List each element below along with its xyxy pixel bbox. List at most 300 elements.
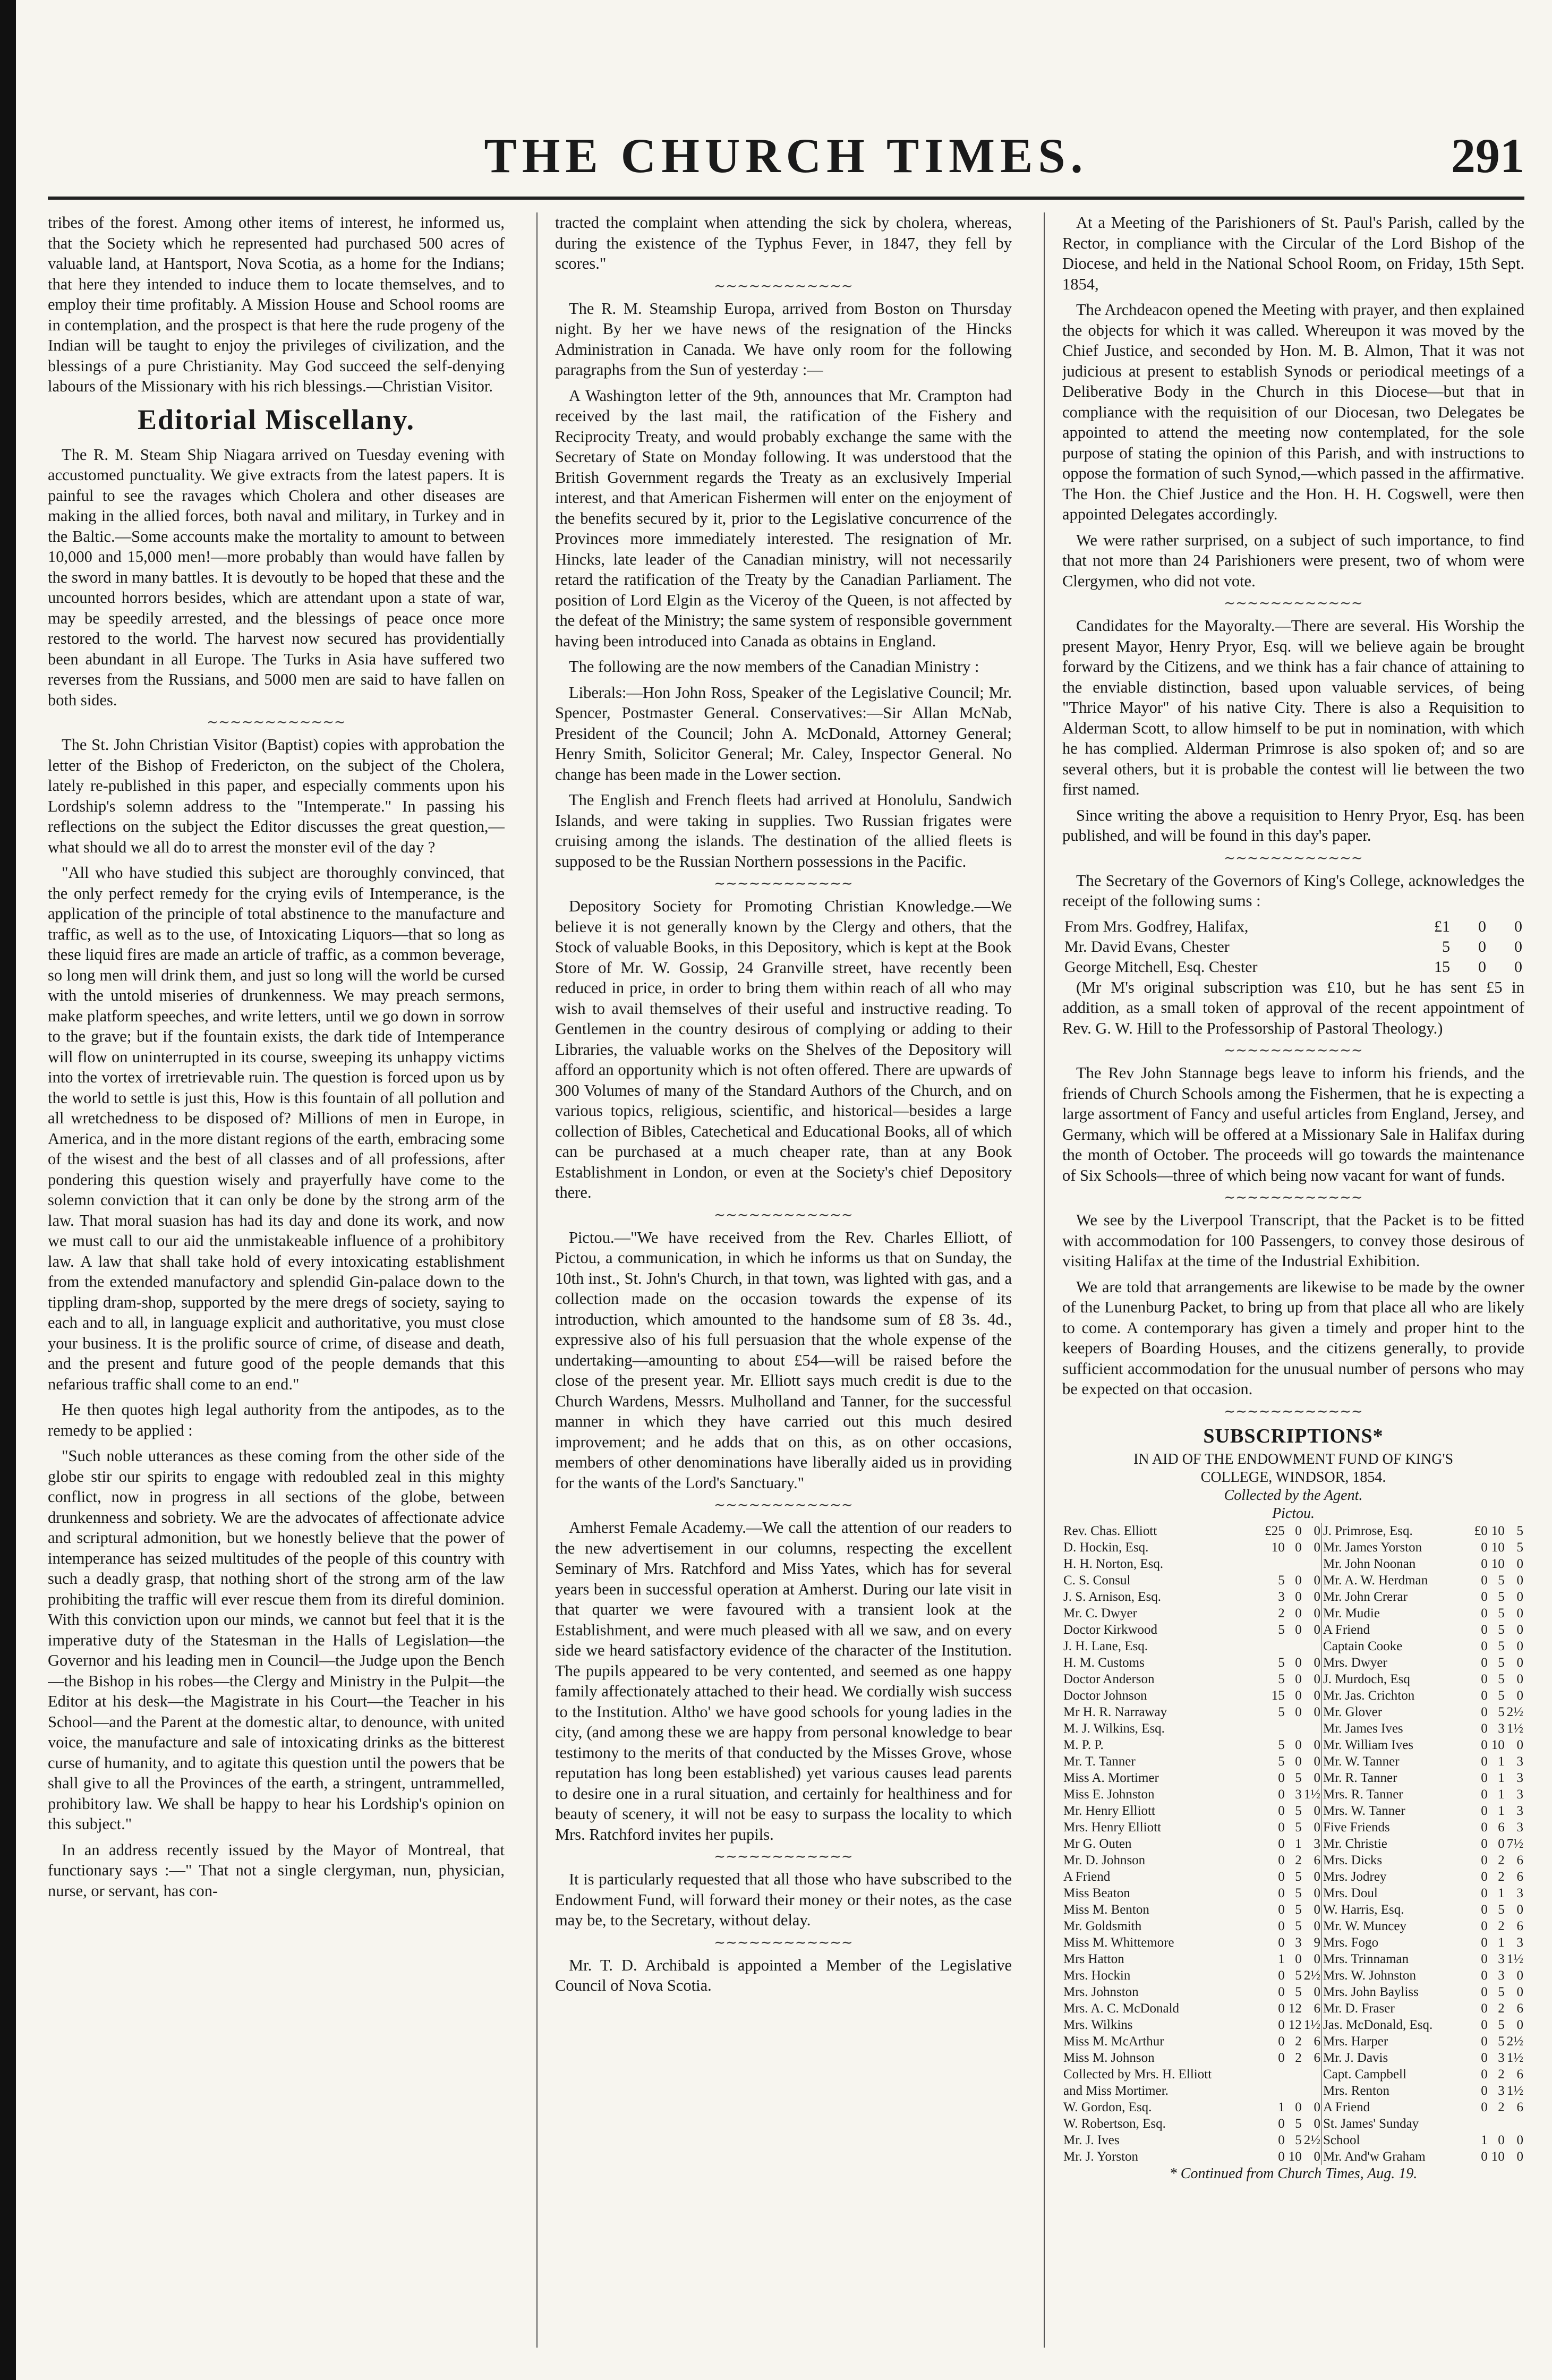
subscriber-name: Mr. John Noonan (1323, 1556, 1416, 1571)
subscriber-name: J. Murdoch, Esq (1323, 1671, 1410, 1686)
subscription-amount: 1½ (1506, 1721, 1523, 1736)
subscriber-name: Mr. D. Fraser (1323, 2001, 1395, 2016)
separator-ornament: ∼∼∼∼∼∼∼∼∼∼∼∼ (1224, 1403, 1363, 1419)
subscription-row (1062, 2083, 1524, 2099)
subscription-amount (1264, 2066, 1286, 2083)
subscriber-name: Doctor Anderson (1063, 1671, 1155, 1686)
subscription-amount: 0 (1295, 1540, 1302, 1555)
subscription-amount: 6 (1303, 2033, 1322, 2050)
subscription-amount: 2 (1278, 1606, 1285, 1620)
subscriber-name: A Friend (1323, 2100, 1370, 2114)
subscription-amount (1303, 1720, 1322, 1737)
article-endowment-request: It is particularly requested that all those who have subscribed to the Endowment Fund, will forward their money or their notes, as the case may be, to the Secretary, without delay. (555, 1870, 1012, 1929)
subscription-amount: 0 (1303, 1654, 1322, 1671)
subscription-row (1062, 2148, 1524, 2165)
subscriptions-heading: SUBSCRIPTIONS* (1203, 1424, 1384, 1447)
subscription-amount: 0 (1481, 1787, 1488, 1802)
subscription-row (1062, 1951, 1524, 1967)
separator-ornament: ∼∼∼∼∼∼∼∼∼∼∼∼ (714, 1207, 853, 1223)
article-pryor-requisition: Since writing the above a requisition to Henry Pryor, Esq. has been published, and will be found in this day's paper. (1062, 806, 1524, 844)
subscriber-name: Mrs. Dicks (1323, 1853, 1383, 1867)
subscriber-name: Miss A. Mortimer (1063, 1770, 1159, 1785)
donor-name: Mr. David Evans, Chester (1064, 937, 1230, 956)
subscription-amount: 0 (1295, 1573, 1302, 1588)
subscription-amount: 0 (1278, 1886, 1285, 1900)
subscription-amount: 0 (1516, 1589, 1523, 1604)
subscriber-name: Mrs Hatton (1063, 1951, 1124, 1966)
subscription-row (1062, 1654, 1524, 1671)
subscription-amount: 3 (1498, 1721, 1505, 1736)
subscription-amount: 2 (1498, 2100, 1505, 2114)
subscriber-name: Mr. John Crerar (1323, 1589, 1408, 1604)
subscription-amount: 0 (1481, 2050, 1488, 2065)
subscription-amount: 5 (1498, 2034, 1505, 2049)
subscription-amount: 5 (1278, 1655, 1285, 1670)
subscription-amount: 5 (1278, 1737, 1285, 1752)
subscription-amount: 0 (1481, 1902, 1488, 1917)
subscriber-name: Mrs. Doul (1323, 1886, 1378, 1900)
donation-row (1062, 917, 1524, 937)
quote-noble-utterances: "Such noble utterances as these coming from the other side of the globe stir our spirits to engage with redoubled zeal in this mighty conflict, now in progress in all sections of the globe, between drunkenness and sobriety. We are the advocates of affectionate advice and scriptural admonition, but we honestly believe that the power of intemperance has seized multitudes of the people of this country with such a deadly grasp, that nothing short of the strong arm of the law prohibiting the traffic will ever rescue them from its direful dominion. With this conviction upon our minds, we cannot but feel that it is the imperative duty of the Statesman in the Halls of Legislation—the Governor and his leading men in Council—the Judge upon the Bench—the Bishop in his robes—the Clergy and Ministry in the Pulpit—the Editor at his desk—the Magistrate in his Court—the Teacher in his School—and the Parent at the domestic altar, to denounce, with united voice, the manufacture and sale of intoxicating drinks as the bitterest curse of humanity, and to agitate this question until the powers that be shall give to all the Provinces of the earth, a stringent, untrammelled, prohibitory law. We shall be happy to hear his Lordship's opinion on this subject." (48, 1447, 505, 1833)
subscription-amount: 0 (1278, 1935, 1285, 1950)
subscriber-name: H. H. Norton, Esq. (1063, 1556, 1164, 1571)
subscriber-name: D. Hockin, Esq. (1063, 1540, 1149, 1555)
subscription-amount: 0 (1303, 1523, 1322, 1539)
subscription-amount: 5 (1278, 1704, 1285, 1719)
subscription-amount (1286, 1638, 1303, 1654)
subscription-amount: 0 (1303, 1687, 1322, 1704)
subscription-amount: 0 (1481, 1770, 1488, 1785)
subscription-amount: 0 (1516, 1688, 1523, 1703)
subscriber-name: Rev. Chas. Elliott (1063, 1523, 1157, 1538)
column-1 (48, 212, 505, 2337)
separator-ornament: ∼∼∼∼∼∼∼∼∼∼∼∼ (1224, 1043, 1363, 1058)
subscription-amount: 0 (1481, 1836, 1488, 1851)
subscriber-name: Collected by Mrs. H. Elliott (1063, 2067, 1212, 2082)
subscription-amount: 5 (1498, 1622, 1505, 1637)
subscription-amount: 2 (1498, 1853, 1505, 1867)
subscriber-name: Captain Cooke (1323, 1639, 1403, 1653)
subscription-amount: 0 (1303, 1869, 1322, 1885)
donation-amount: 0 (1478, 917, 1486, 935)
article-archdeacon-meeting: The Archdeacon opened the Meeting with prayer, and then explained the objects for which it was called. Whereupon it was moved by the Chief Justice, and seconded by Hon. M. B. Almon, That it was not judicious at present to establish Synods or periodical meetings of a Deliberative Body in the Church in this Diocese—but that in compliance with the requisition of our Diocesan, two Delegates be appointed to attend the meeting now contemplated, for the sole purpose of stating the opinion of this Parish, and with instructions to oppose the formation of such Synod,—which passed in the affirmative. The Hon. the Chief Justice and the Hon. H. H. Cogswell, were then appointed Delegates accordingly. (1062, 301, 1524, 523)
subscription-row (1062, 1901, 1524, 1918)
subscription-amount: 0 (1516, 1968, 1523, 1983)
subscription-amount (1286, 1556, 1303, 1572)
subscription-amount: 2 (1498, 2067, 1505, 2082)
subscription-amount: 0 (1295, 1737, 1302, 1752)
article-archibald: Mr. T. D. Archibald is appointed a Member of the Legislative Council of Nova Scotia. (555, 1956, 1012, 1994)
subscription-amount: 3 (1498, 2050, 1505, 2065)
subscription-amount: 5 (1516, 1540, 1523, 1555)
subscription-amount: 0 (1295, 1951, 1302, 1966)
subscription-amount: 0 (1278, 1984, 1285, 1999)
article-liverpool-packet: We see by the Liverpool Transcript, that the Packet is to be fitted with accommodation for 100 Passengers, to convey those desirous of visiting Halifax at the time of the Industrial Exhibition. (1062, 1211, 1524, 1270)
subscription-amount (1303, 2083, 1322, 2099)
subscription-amount: 1 (1498, 1770, 1505, 1785)
subscriber-name: Miss E. Johnston (1063, 1787, 1155, 1802)
subscription-amount: 0 (1481, 1869, 1488, 1884)
separator-ornament: ∼∼∼∼∼∼∼∼∼∼∼∼ (714, 1934, 853, 1950)
subscription-amount (1286, 2083, 1303, 2099)
subscription-amount: 0 (1481, 1622, 1488, 1637)
subscription-amount: 3 (1498, 1951, 1505, 1966)
subscriber-name: Mr. J. Yorston (1063, 2149, 1139, 2164)
subscriber-name: Mrs. W. Tanner (1323, 1803, 1405, 1818)
subscription-row (1062, 1852, 1524, 1869)
donation-row (1062, 937, 1524, 957)
separator-ornament: ∼∼∼∼∼∼∼∼∼∼∼∼ (714, 1497, 853, 1513)
subscription-amount: 0 (1278, 2132, 1285, 2147)
subscriber-name: Mr. C. Dwyer (1063, 1606, 1137, 1620)
subscription-amount: 0 (1516, 1622, 1523, 1637)
subscriber-name: Mrs. Henry Elliott (1063, 1820, 1162, 1835)
subscriber-name: Miss M. Johnson (1063, 2050, 1155, 2065)
subscription-amount: 1½ (1506, 1951, 1523, 1966)
separator-ornament: ∼∼∼∼∼∼∼∼∼∼∼∼ (1224, 1190, 1363, 1205)
subscription-amount: 10 (1491, 1556, 1505, 1571)
subscription-amount: 0 (1481, 1556, 1488, 1571)
subscription-amount: 5 (1295, 1770, 1302, 1785)
subscriber-name: Capt. Campbell (1323, 2067, 1406, 2082)
subscription-amount: 0 (1481, 1984, 1488, 1999)
separator-ornament: ∼∼∼∼∼∼∼∼∼∼∼∼ (714, 876, 853, 891)
subscription-amount: 5 (1498, 1589, 1505, 1604)
subscription-amount: 0 (1516, 1902, 1523, 1917)
subscriber-name: Miss M. McArthur (1063, 2034, 1164, 2049)
subscriber-name: Mr. Mudie (1323, 1606, 1380, 1620)
subscription-amount: 5 (1516, 1523, 1523, 1538)
subscriber-name: J. H. Lane, Esq. (1063, 1639, 1148, 1653)
subscription-amount: 3 (1498, 2083, 1505, 2098)
subscription-amount: 5 (1498, 2017, 1505, 2032)
subscription-amount: 0 (1278, 2116, 1285, 2131)
subscription-amount (1286, 2066, 1303, 2083)
subscription-amount: 5 (1295, 1902, 1302, 1917)
subscription-amount: 0 (1481, 1968, 1488, 1983)
subscriber-name: Mr. T. Tanner (1063, 1754, 1136, 1769)
subscription-amount: 2 (1498, 1869, 1505, 1884)
subscription-amount: 0 (1278, 1918, 1285, 1933)
subscriber-name: Mr. James Yorston (1323, 1540, 1422, 1555)
subscription-row (1062, 1572, 1524, 1589)
subscription-amount: 2 (1295, 1853, 1302, 1867)
subscription-amount: 0 (1303, 1539, 1322, 1556)
subscriber-name: School (1323, 2132, 1360, 2147)
subscription-amount: 3 (1516, 1886, 1523, 1900)
subscription-amount: 0 (1295, 1589, 1302, 1604)
subscription-amount: 0 (1481, 1803, 1488, 1818)
subscription-amount: 6 (1516, 1853, 1523, 1867)
subscriber-name: J. S. Arnison, Esq. (1063, 1589, 1162, 1604)
subscription-row (1062, 1539, 1524, 1556)
subscription-amount: 0 (1278, 1803, 1285, 1818)
subscriber-name: Jas. McDonald, Esq. (1323, 2017, 1433, 2032)
subscription-amount: 0 (1295, 1688, 1302, 1703)
subscriber-name: Mr. Henry Elliott (1063, 1803, 1155, 1818)
subscription-row (1062, 1885, 1524, 1901)
subscription-amount: 0 (1481, 1754, 1488, 1769)
article-legal-authority: He then quotes high legal authority from the antipodes, as to the remedy to be applied : (48, 1401, 505, 1439)
subscriber-name: Mrs. Harper (1323, 2034, 1388, 2049)
subscription-amount: 6 (1303, 2050, 1322, 2066)
subscription-row (1062, 1622, 1524, 1638)
separator-ornament: ∼∼∼∼∼∼∼∼∼∼∼∼ (207, 714, 346, 730)
subscriber-name: Mr. And'w Graham (1323, 2149, 1426, 2164)
masthead (48, 127, 1524, 186)
subscription-amount: 0 (1303, 1885, 1322, 1901)
article-lunenburg-packet: We are told that arrangements are likewise to be made by the owner of the Lunenburg Packet, to bring up from that place all who are likely to come. A contemporary has given a timely and proper hint to the keepers of Boarding Houses, and the citizens generally, to provide sufficient accommodation for the unusual number of persons who may be expected on that occasion. (1062, 1277, 1524, 1398)
subscriber-name: J. Primrose, Esq. (1323, 1523, 1413, 1538)
subscription-amount: 5 (1295, 1968, 1302, 1983)
page-number: 291 (1451, 129, 1524, 183)
subscription-amount: 9 (1303, 1934, 1322, 1951)
subscription-amount: 1 (1498, 1754, 1505, 1769)
subscription-amount: 0 (1303, 1753, 1322, 1770)
subscription-amount: 3 (1516, 1803, 1523, 1818)
subscription-amount: 0 (1481, 1573, 1488, 1588)
subscriber-name: Mrs. Dwyer (1323, 1655, 1387, 1670)
subscriber-name: Doctor Johnson (1063, 1688, 1147, 1703)
subscription-amount: 0 (1516, 2132, 1523, 2147)
subscriber-name: Mrs. Johnston (1063, 1984, 1139, 1999)
subscriber-name: Mrs. Trinnaman (1323, 1951, 1409, 1966)
subscriber-name: Mr. Goldsmith (1063, 1918, 1142, 1933)
article-washington-letter: A Washington letter of the 9th, announces that Mr. Crampton had received by the last mail, the ratification of the Fishery and Reciprocity Treaty, and would probably exchange the same with the Secretary of State on Monday following. It was understood that the British Government regards the Treaty as an exclusively Imperial interest, and that American Fishermen will enter on the enjoyment of the benefits secured by it, prior to the Legislative concurrence of the Provinces more immediately interested. The resignation of Mr. Hincks, late leader of the Canadian ministry, will not necessarily retard the ratification of the Treaty by the Canadian Parliament. The position of Lord Elgin as the Viceroy of the Queen, is not affected by the defeat of the Ministry; the same system of responsible government having been introduced into Canada as obtains in England. (555, 386, 1012, 650)
subscription-row (1062, 1934, 1524, 1951)
subscription-amount: 0 (1278, 1853, 1285, 1867)
subscription-row (1062, 1753, 1524, 1770)
subscription-amount: 0 (1516, 2149, 1523, 2164)
subscription-amount: 6 (1303, 2000, 1322, 2017)
subscription-row (1062, 1918, 1524, 1934)
subscription-amount: 0 (1278, 2050, 1285, 2065)
subscriber-name: H. M. Customs (1063, 1655, 1145, 1670)
subscription-amount: 1½ (1506, 2050, 1523, 2065)
subscription-amount: 0 (1481, 2034, 1488, 2049)
subscription-amount: 5 (1295, 1918, 1302, 1933)
subscription-amount: 6 (1516, 1918, 1523, 1933)
subscription-amount: 0 (1516, 1737, 1523, 1752)
subscription-amount: 1 (1498, 1935, 1505, 1950)
subscription-amount: 5 (1498, 1655, 1505, 1670)
subscription-amount: 3 (1516, 1787, 1523, 1802)
subscription-row (1062, 1869, 1524, 1885)
subscriber-name: Miss M. Whittemore (1063, 1935, 1174, 1950)
subscription-amount: 0 (1481, 1639, 1488, 1653)
subscription-amount: 3 (1295, 1935, 1302, 1950)
subscription-amount: 0 (1303, 1803, 1322, 1819)
subscription-amount: 12 (1288, 2001, 1302, 2016)
subscriber-name: and Miss Mortimer. (1063, 2083, 1169, 2098)
subscription-amount: 0 (1481, 1853, 1488, 1867)
subscriber-name: Mrs. John Bayliss (1323, 1984, 1419, 1999)
section-heading: Editorial Miscellany. (138, 403, 415, 436)
subscriptions-subheading: IN AID OF THE ENDOWMENT FUND OF KING'S (1133, 1451, 1454, 1468)
subscription-amount: 5 (1295, 1820, 1302, 1835)
subscription-amount: 2 (1295, 2050, 1302, 2065)
column-2 (555, 212, 1012, 2337)
subscription-amount: 0 (1481, 1951, 1488, 1966)
subscription-amount: 10 (1491, 1523, 1505, 1538)
subscription-amount: 0 (1481, 1606, 1488, 1620)
subscription-row (1062, 2115, 1524, 2132)
subscription-amount: 0 (1481, 1671, 1488, 1686)
article-mayoralty: Candidates for the Mayoralty.—There are several. His Worship the present Mayor, Henry Pryor, Esq. will we believe again be brought forward by the Citizens, and we think has a fair chance of attaining to the enviable distinction, based upon valuable services, of being "Thrice Mayor" of his native City. There is also a Requisition to Alderman Scott, to allow himself to be put in nomination, with which he has complied. Alderman Primrose is also spoken of; and so are several others, but it is probable the contest will lie between the two first named. (1062, 617, 1524, 798)
subscription-amount: 0 (1516, 2017, 1523, 2032)
subscription-row (1062, 1836, 1524, 1852)
subscription-amount: 2½ (1506, 2034, 1523, 2049)
subscription-amount: 2½ (1506, 1704, 1523, 1719)
subscription-amount: 1 (1278, 1951, 1285, 1966)
subscription-amount: 0 (1481, 1655, 1488, 1670)
subscription-amount: 0 (1498, 1836, 1505, 1851)
subscription-amount: 2 (1295, 2034, 1302, 2049)
subscription-amount: 3 (1516, 1770, 1523, 1785)
subscription-amount: 1 (1498, 1787, 1505, 1802)
subscriber-name: St. James' Sunday (1323, 2116, 1419, 2131)
subscription-row (1062, 1589, 1524, 1605)
article-fleets: The English and French fleets had arrived at Honolulu, Sandwich Islands, and were taking in supplies. Two Russian frigates were cruising among the islands. The destination of the allied fleets is supposed to be the Russian Northern possessions in the Pacific. (555, 791, 1012, 871)
subscription-amount: 0 (1481, 2100, 1488, 2114)
subscription-amount: 5 (1498, 1704, 1505, 1719)
subscriber-name: Mr. J. Ives (1063, 2132, 1120, 2147)
subscription-amount: 0 (1303, 1671, 1322, 1687)
column-3 (1062, 212, 1524, 2337)
subscription-amount: 2 (1498, 1918, 1505, 1933)
subscriber-name: Mr. D. Johnson (1063, 1853, 1146, 1867)
subscriber-name: M. J. Wilkins, Esq. (1063, 1721, 1165, 1736)
subscription-amount: 0 (1303, 1622, 1322, 1638)
subscriber-name: Mr. W. Tanner (1323, 1754, 1400, 1769)
donation-amount: 0 (1478, 958, 1486, 976)
subscription-amount: 15 (1271, 1688, 1285, 1703)
subscription-amount: 0 (1303, 2148, 1322, 2165)
article-europa-news: The R. M. Steamship Europa, arrived from Boston on Thursday night. By her we have news of the resignation of the Hincks Administration in Canada. We have only room for the following paragraphs from the Sun of yesterday :— (555, 299, 1012, 379)
subscription-amount: 5 (1498, 1671, 1505, 1686)
subscription-row (1062, 1819, 1524, 1836)
subscriber-name: Five Friends (1323, 1820, 1390, 1835)
subscription-row (1062, 1770, 1524, 1786)
subscription-amount (1303, 2066, 1322, 2083)
subscription-amount: 0 (1303, 2115, 1322, 2132)
subscription-amount: 0 (1303, 1984, 1322, 2000)
subscription-row (1062, 2099, 1524, 2115)
subscription-amount: £0 (1474, 1523, 1488, 1538)
subscription-amount: 0 (1303, 1704, 1322, 1720)
subscription-amount: 0 (1295, 1754, 1302, 1769)
article-christian-visitor: The St. John Christian Visitor (Baptist) copies with approbation the letter of the Bishop of Fredericton, on the subject of the Cholera, lately re-published in this paper, and especially comments upon his Lordship's solemn address to the "Intemperate." In passing his reflections on the subject the Editor discusses the great question,—what should we all do to arrest the monster evil of the day ? (48, 736, 505, 856)
donation-row (1062, 957, 1524, 977)
subscriber-name: Mr. W. Muncey (1323, 1918, 1406, 1933)
subscription-amount: 0 (1516, 1671, 1523, 1686)
subscription-amount: 10 (1491, 1737, 1505, 1752)
masthead-rule (48, 197, 1524, 200)
article-niagara-news: The R. M. Steam Ship Niagara arrived on Tuesday evening with accustomed punctuality. We give extracts from the latest papers. It is painful to see the ravages which Cholera and other diseases are making in the allied forces, both naval and military, in Turkey and in the Baltic.—Some accounts make the mortality to amount to between 10,000 and 15,000 men!—more probably than would have fallen by the sword in many battles. It is devoutly to be hoped that these and the uncounted horrors besides, which are attendant upon a state of war, may be speedily arrested, and the blessings of peace once more restored to the world. The harvest now secured has providentially been abundant in all Europe. The Turks in Asia have suffered two reverses from the Russians, and 5000 men are said to have fallen on both sides. (48, 445, 505, 709)
article-depository-society: Depository Society for Promoting Christian Knowledge.—We believe it is not generally known by the Clergy and others, that the Stock of valuable Books, in this Depository, which is kept at the Book Store of Mr. W. Gossip, 24 Granville street, have recently been reduced in price, in order to bring them within reach of all who may wish to avail themselves of their useful and instructive reading. To Gentlemen in the country desirous of complying or adding to their Libraries, the valuable works on the Shelves of the Depository will afford an opportunity which is not often offered. There are upwards of 300 Volumes of many of the Standard Authors of the Church, and on various topics, religious, scientific, and historical—besides a large collection of Bibles, Catechetical and Educational Books, all of which can be purchased at a much cheaper rate, than at any Book Establishment in London, or even at the Society's chief Depository there. (555, 897, 1012, 1201)
subscriber-name: Mr. William Ives (1323, 1737, 1414, 1752)
subscription-amount (1264, 1638, 1286, 1654)
subscription-amount: 3 (1516, 1820, 1523, 1835)
subscription-amount: 2½ (1303, 1967, 1322, 1984)
subscriber-name: Mr G. Outen (1063, 1836, 1132, 1851)
subscriptions-table (1062, 1523, 1524, 2165)
subscription-row (1062, 1671, 1524, 1687)
subscription-amount: 5 (1295, 1886, 1302, 1900)
subscription-amount: 5 (1498, 1573, 1505, 1588)
subscription-row (1062, 1638, 1524, 1654)
subscription-amount: 10 (1271, 1540, 1285, 1555)
donor-name: George Mitchell, Esq. Chester (1064, 958, 1258, 976)
subscription-amount: 5 (1295, 1869, 1302, 1884)
subscription-amount: 5 (1278, 1622, 1285, 1637)
subscriber-name: Miss M. Benton (1063, 1902, 1149, 1917)
subscription-amount: 0 (1295, 1622, 1302, 1637)
article-indian-mission: tribes of the forest. Among other items of interest, he informed us, that the Society which he represented had purchased 500 acres of valuable land, at Hantsport, Nova Scotia, as a home for the Indians; that here they intended to induce them to locate themselves, and to employ their time profitably. A Mission House and School rooms are in contemplation, and the prospect is that here the rude progeny of the Indian will be taught to enjoy the privileges of civilization, and the blessings of a pure Christianity. May God succeed the self-denying labours of the Missionary with his rich blessings.—Christian Visitor. (48, 214, 505, 395)
subscription-amount: 0 (1278, 2149, 1285, 2164)
subscription-amount: 6 (1303, 1852, 1322, 1869)
subscription-amount: 0 (1278, 1820, 1285, 1835)
subscription-amount: 10 (1491, 2149, 1505, 2164)
subscriber-name: Miss Beaton (1063, 1886, 1130, 1900)
donor-name: From Mrs. Godfrey, Halifax, (1064, 917, 1249, 935)
subscription-amount: 0 (1303, 1951, 1322, 1967)
subscription-amount: 0 (1278, 1770, 1285, 1785)
subscriber-name: M. P. P. (1063, 1737, 1104, 1752)
page-margin-bar (0, 0, 16, 2380)
subscription-amount: 3 (1303, 1836, 1322, 1852)
subscription-amount (1303, 1556, 1322, 1572)
subscription-amount: 0 (1516, 1556, 1523, 1571)
subscriptions-subheading: COLLEGE, WINDSOR, 1854. (1200, 1469, 1386, 1486)
subscription-amount: 0 (1295, 1606, 1302, 1620)
subscriber-name: Mrs. Renton (1323, 2083, 1389, 2098)
subscription-amount: 0 (1481, 1918, 1488, 1933)
column-divider (536, 212, 538, 2348)
subscription-amount: 5 (1498, 1688, 1505, 1703)
donation-amount: 0 (1478, 937, 1486, 956)
donation-amount: £1 (1434, 917, 1450, 935)
subscription-amount (1264, 1556, 1286, 1572)
subscription-row (1062, 1605, 1524, 1622)
donation-amount: 0 (1514, 958, 1522, 976)
subscription-row (1062, 1737, 1524, 1753)
subscription-amount: 1 (1481, 2132, 1488, 2147)
subscriber-name: W. Robertson, Esq. (1063, 2116, 1166, 2131)
subscription-amount: 0 (1481, 2149, 1488, 2164)
subscription-amount: 0 (1295, 1655, 1302, 1670)
subscription-amount (1506, 2115, 1524, 2132)
subscription-row (1062, 2050, 1524, 2066)
subscriber-name: W. Gordon, Esq. (1063, 2100, 1152, 2114)
subscription-amount: 1½ (1303, 1786, 1322, 1803)
donation-amount: 5 (1442, 937, 1450, 956)
subscription-amount: 0 (1516, 1573, 1523, 1588)
subscriber-name: Mr H. R. Narraway (1063, 1704, 1167, 1719)
article-ministry-list: Liberals:—Hon John Ross, Speaker of the Legislative Council; Mr. Spencer, Postmaster General. Conservatives:—Sir Allan McNab, President of the Council; John A. McDonald, Attorney General; Henry Smith, Solicitor General; Mr. Caley, Inspector General. No change has been made in the Lower section. (555, 683, 1012, 783)
subscription-amount: 10 (1288, 2149, 1302, 2164)
subscriptions-note: * Continued from Church Times, Aug. 19. (1169, 2165, 1418, 2182)
subscriber-name: A Friend (1063, 1869, 1111, 1884)
subscription-amount: 0 (1295, 1704, 1302, 1719)
subscriber-name: Mr. Glover (1323, 1704, 1383, 1719)
subscription-amount: 0 (1481, 2083, 1488, 2098)
subscription-amount: 0 (1303, 1918, 1322, 1934)
subscription-amount: 0 (1303, 1770, 1322, 1786)
subscription-amount: 5 (1295, 1803, 1302, 1818)
article-parishioners-surprise: We were rather surprised, on a subject of such importance, to find that not more than 24 Parishioners were present, two of whom were Clergymen, who did not vote. (1062, 531, 1524, 590)
subscription-row (1062, 2017, 1524, 2033)
